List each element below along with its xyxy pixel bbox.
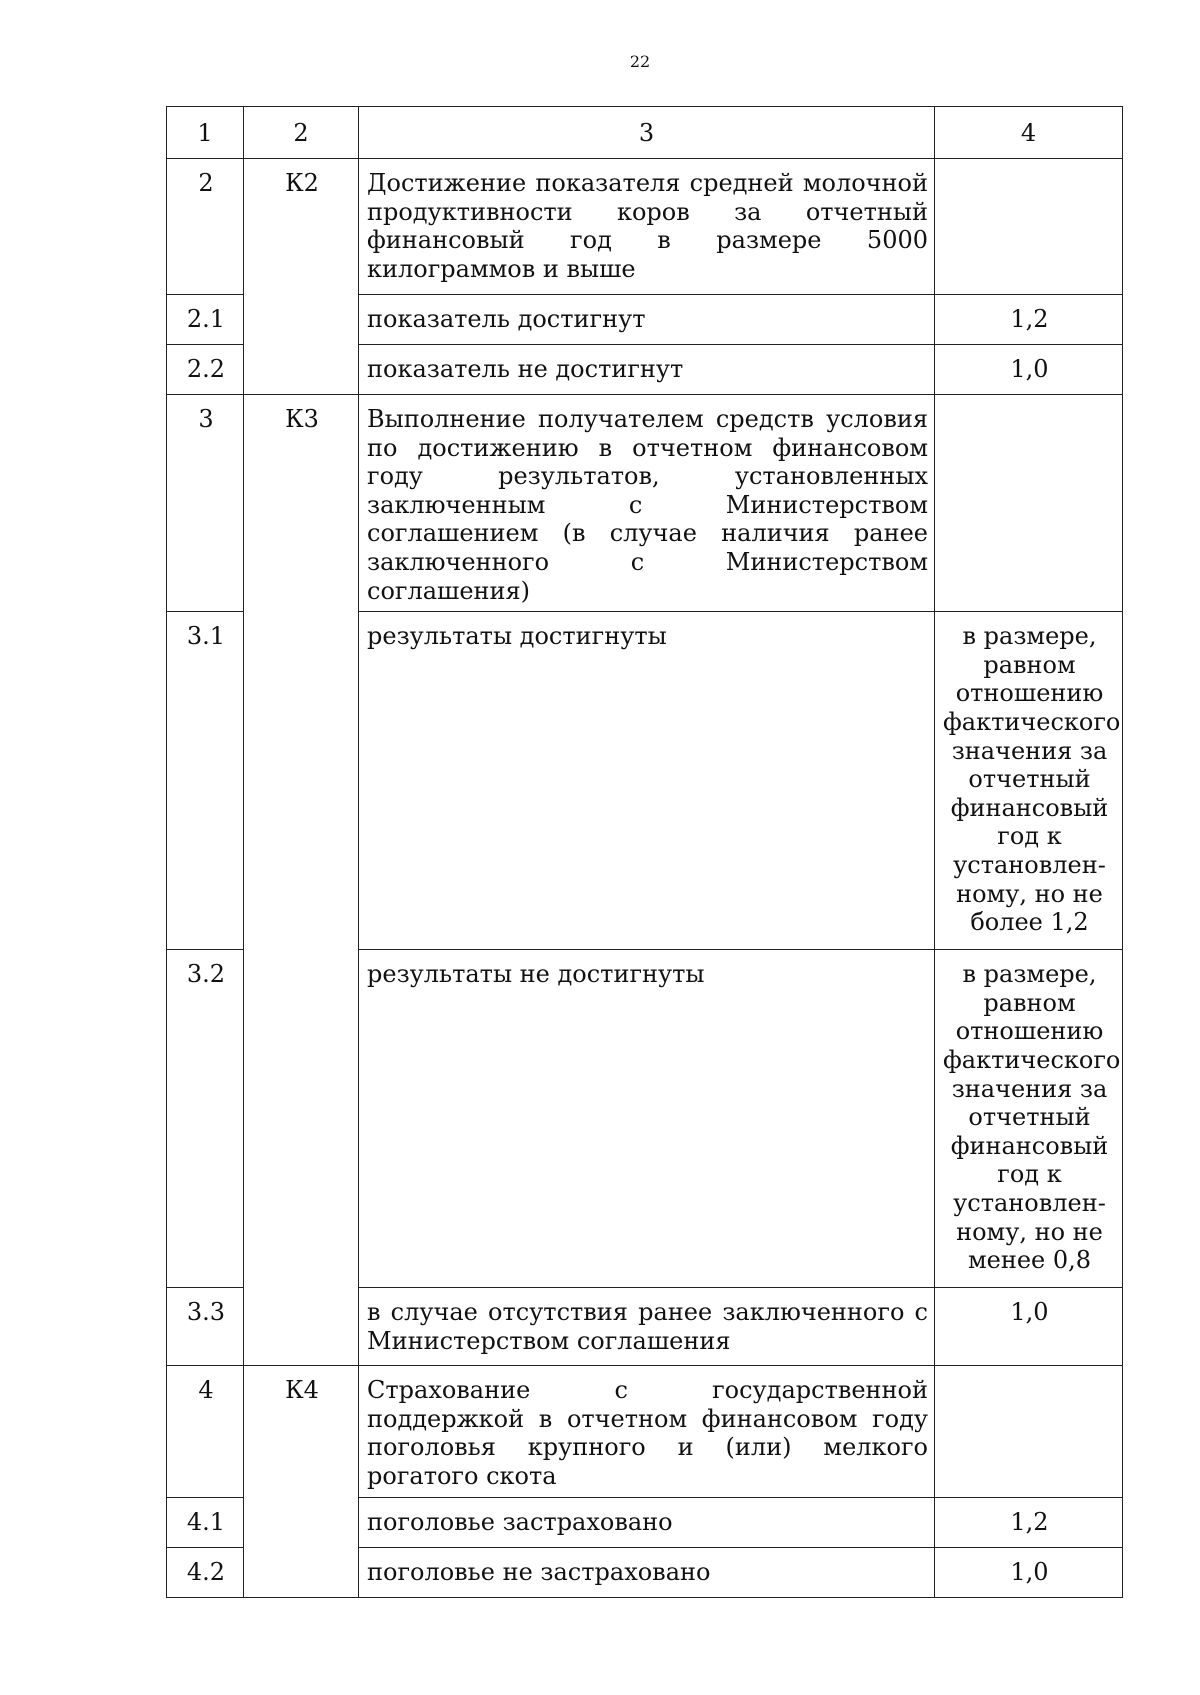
row-value: в размере, равном отношению фактического значения за отчетный финансовый год к установлен-ному, но не более 1,2 [935,612,1123,950]
row-number: 3.1 [167,612,244,950]
coefficient-code: К3 [244,395,359,1366]
row-description: Достижение показателя средней молочной продуктивности коров за отчетный финансовый год в размере 5000 килограммов и выше [359,159,935,295]
row-description: в случае отсутствия ранее заключенного с Министерством соглашения [359,1288,935,1366]
table-header-row [167,107,1123,159]
row-value [935,1366,1123,1497]
row-value: 1,2 [935,1497,1123,1547]
row-number: 2.2 [167,345,244,395]
coefficient-table [166,106,1123,1598]
row-value: 1,2 [935,295,1123,345]
table-row [167,395,1123,612]
header-col-2: 2 [244,107,359,159]
row-value: в размере, равном отношению фактического значения за отчетный финансовый год к установлен-ному, но не менее 0,8 [935,950,1123,1288]
header-col-1: 1 [167,107,244,159]
row-description: показатель не достигнут [359,345,935,395]
table-row [167,1366,1123,1497]
row-value [935,395,1123,612]
row-number: 3 [167,395,244,612]
page-number: 22 [629,52,651,71]
row-description: показатель достигнут [359,295,935,345]
row-description: поголовье не застраховано [359,1547,935,1597]
row-number: 3.3 [167,1288,244,1366]
row-description: результаты не достигнуты [359,950,935,1288]
row-value: 1,0 [935,1288,1123,1366]
coefficient-code: К2 [244,159,359,395]
table-row [167,159,1123,295]
header-col-3: 3 [359,107,935,159]
header-col-4: 4 [935,107,1123,159]
row-number: 3.2 [167,950,244,1288]
row-value [935,159,1123,295]
row-description: Выполнение получателем средств условия по достижению в отчетном финансовом году результатов, установленных заключенным с Министерством соглашением (в случае наличия ранее заключенного с Министерством соглашения) [359,395,935,612]
row-number: 4.1 [167,1497,244,1547]
coefficient-code: К4 [244,1366,359,1597]
row-number: 2.1 [167,295,244,345]
row-value: 1,0 [935,345,1123,395]
row-number: 4.2 [167,1547,244,1597]
row-description: результаты достигнуты [359,612,935,950]
row-description: поголовье застраховано [359,1497,935,1547]
row-number: 2 [167,159,244,295]
row-description: Страхование с государственной поддержкой в отчетном финансовом году поголовья крупного и (или) мелкого рогатого скота [359,1366,935,1497]
row-value: 1,0 [935,1547,1123,1597]
row-number: 4 [167,1366,244,1497]
